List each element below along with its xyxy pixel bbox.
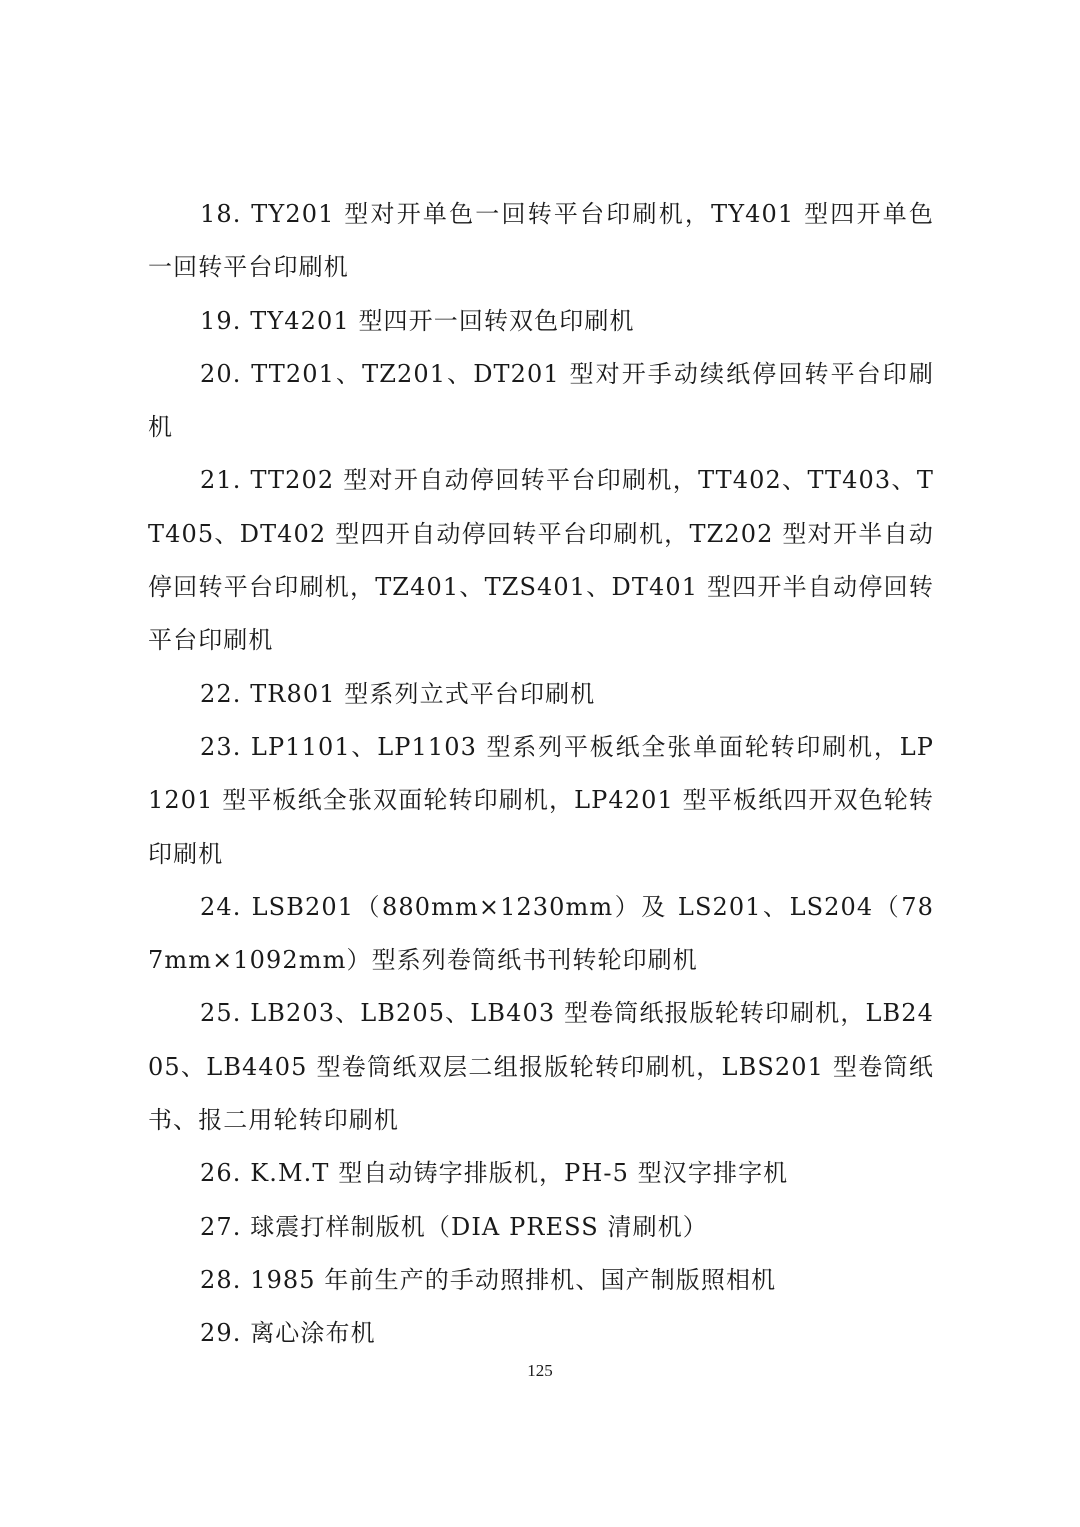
list-item-29: 29. 离心涂布机: [200, 1319, 376, 1348]
list-item-18: 18. TY201 型对开单色一回转平台印刷机，TY401 型四开单色一回转平台印刷机: [148, 200, 934, 282]
list-item-25: 25. LB203、LB205、LB403 型卷筒纸报版轮转印刷机，LB2405、LB4405 型卷筒纸双层二组报版轮转印刷机，LBS201 型卷筒纸书、报二用轮转印刷机: [148, 999, 934, 1135]
list-item-23: 23. LP1101、LP1103 型系列平板纸全张单面轮转印刷机，LP1201 型平板纸全张双面轮转印刷机，LP4201 型平板纸四开双色轮转印刷机: [148, 732, 934, 868]
list-item-20: 20. TT201、TZ201、DT201 型对开手动续纸停回转平台印刷机: [148, 359, 934, 442]
list-item-27: 27. 球震打样制版机（DIA PRESS 清刷机）: [200, 1212, 708, 1241]
list-item-22: 22. TR801 型系列立式平台印刷机: [200, 679, 596, 708]
list-item-19: 19. TY4201 型四开一回转双色印刷机: [200, 306, 635, 335]
list-item-24: 24. LSB201（880mm×1230mm）及 LS201、LS204（787mm×1092mm）型系列卷筒纸书刊转轮印刷机: [148, 892, 934, 975]
item-list: [148, 188, 934, 1361]
list-item-21: 21. TT202 型对开自动停回转平台印刷机，TT402、TT403、TT405、DT402 型四开自动停回转平台印刷机，TZ202 型对开半自动停回转平台印刷机，TZ401、TZS401、DT401 型四开半自动停回转平台印刷机: [148, 466, 934, 655]
list-item-28: 28. 1985 年前生产的手动照排机、国产制版照相机: [200, 1265, 777, 1294]
page-number: 125: [527, 1361, 553, 1380]
list-item-26: 26. K.M.T 型自动铸字排版机，PH-5 型汉字排字机: [200, 1159, 789, 1188]
